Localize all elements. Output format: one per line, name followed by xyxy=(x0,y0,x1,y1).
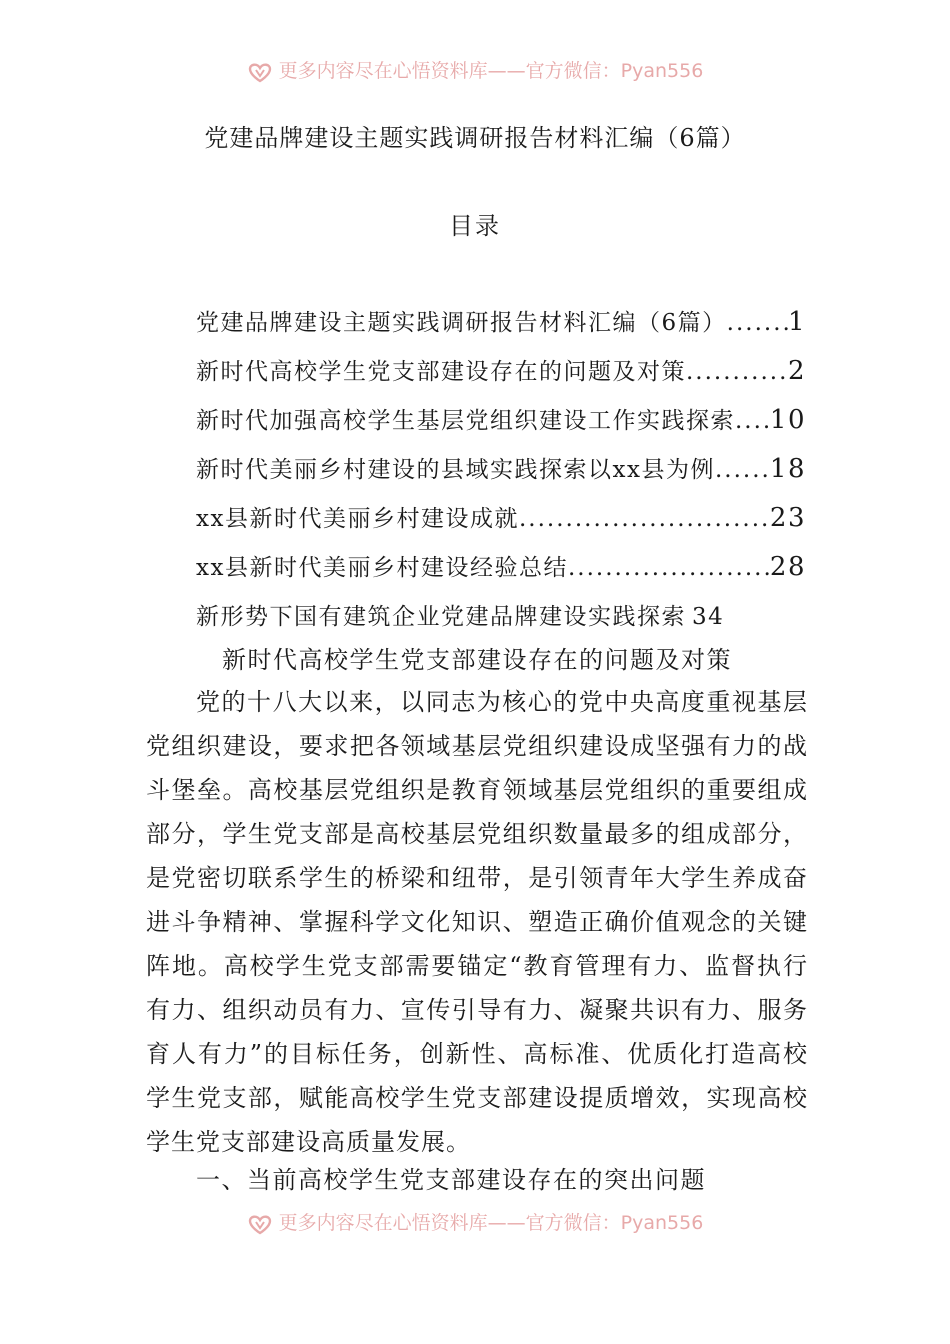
watermark-header xyxy=(0,56,950,86)
watermark-footer xyxy=(0,1208,950,1238)
toc-entry[interactable] xyxy=(196,402,806,451)
toc-entry-title: 新时代加强高校学生基层党组织建设工作实践探索 xyxy=(196,408,735,434)
watermark-text: 更多内容尽在心悟资料库——官方微信：Pyan556 xyxy=(278,60,704,82)
document-title: 党建品牌建设主题实践调研报告材料汇编（6篇） xyxy=(204,124,746,152)
section-subheading: 一、当前高校学生党支部建设存在的突出问题 xyxy=(196,1166,706,1194)
body-paragraph: 党的十八大以来，以同志为核心的党中央高度重视基层党组织建设，要求把各领域基层党组织建设成坚强有力的战斗堡垒。高校基层党组织是教育领域基层党组织的重要组成部分，学生党支部是高校基层党组织数量最多的组成部分，是党密切联系学生的桥梁和纽带，是引领青年大学生养成奋进斗争精神、掌握科学文化知识、塑造正确价值观念的关键阵地。高校学生党支部需要锚定“教育管理有力、监督执行有力、组织动员有力、宣传引导有力、凝聚共识有力、服务育人有力”的目标任务，创新性、高标准、优质化打造高校学生党支部，赋能高校学生党支部建设提质增效，实现高校学生党支部建设高质量发展。 xyxy=(146,688,808,1156)
brand-logo-icon xyxy=(247,61,273,83)
toc-entry-page: 34 xyxy=(692,604,725,630)
toc-entry[interactable] xyxy=(196,549,806,598)
toc-entry-title: xx县新时代美丽乡村建设经验总结 xyxy=(196,555,568,581)
toc-entry-page: 28 xyxy=(769,552,806,582)
toc-entry-title: 新时代高校学生党支部建设存在的问题及对策 xyxy=(196,359,686,385)
toc-leader-dots xyxy=(568,555,770,581)
toc-entry-title: 党建品牌建设主题实践调研报告材料汇编（6篇） xyxy=(196,310,727,336)
toc-heading: 目录 xyxy=(449,212,501,240)
toc-entry-title: xx县新时代美丽乡村建设成就 xyxy=(196,506,519,532)
toc-entry[interactable] xyxy=(196,451,806,500)
section-title: 新时代高校学生党支部建设存在的问题及对策 xyxy=(222,646,732,674)
watermark-text: 更多内容尽在心悟资料库——官方微信：Pyan556 xyxy=(278,1212,704,1234)
toc-entry-title: 新形势下国有建筑企业党建品牌建设实践探索 xyxy=(196,604,686,630)
toc-entry[interactable] xyxy=(196,304,806,353)
toc-leader-dots xyxy=(735,408,770,434)
brand-logo-icon xyxy=(247,1213,273,1235)
toc-entry-page: 18 xyxy=(769,454,806,484)
table-of-contents xyxy=(196,304,806,647)
toc-entry-page: 10 xyxy=(769,405,806,435)
toc-entry[interactable] xyxy=(196,353,806,402)
toc-leader-dots xyxy=(686,359,788,385)
toc-entry-page: 2 xyxy=(787,356,806,386)
toc-entry[interactable] xyxy=(196,500,806,549)
toc-leader-dots xyxy=(727,310,788,336)
toc-entry-page: 1 xyxy=(787,307,806,337)
toc-entry-title: 新时代美丽乡村建设的县域实践探索以xx县为例 xyxy=(196,457,715,483)
toc-entry-page: 23 xyxy=(769,503,806,533)
toc-leader-dots xyxy=(519,506,770,532)
toc-leader-dots xyxy=(715,457,770,483)
